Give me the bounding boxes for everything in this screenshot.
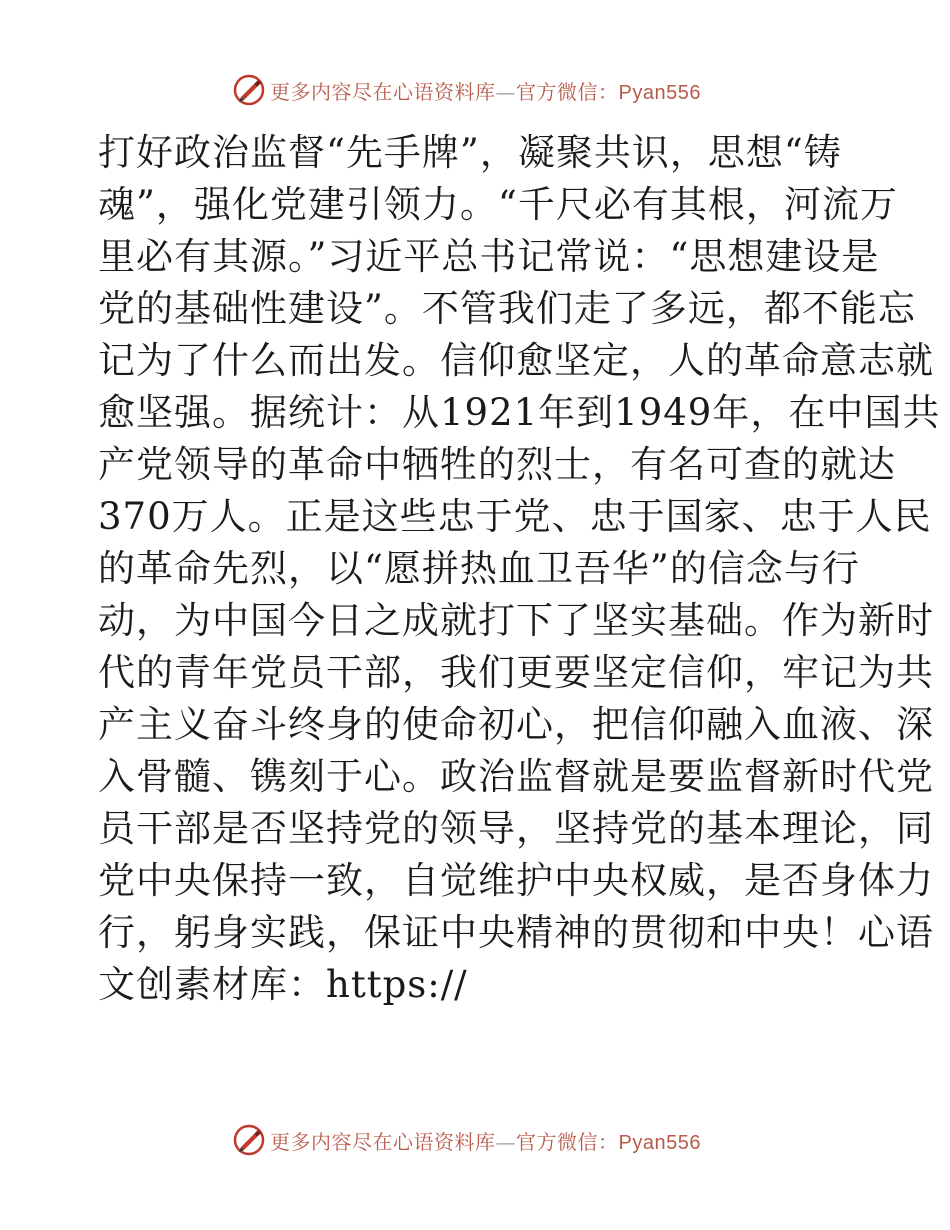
body-line: 入骨髓、镌刻于心。政治监督就是要监督新时代党	[98, 755, 934, 798]
body-line: 党中央保持一致，自觉维护中央权威，是否身体力	[98, 859, 934, 902]
header-dash: —	[495, 79, 516, 104]
footer-wechat-label: 官方微信：	[516, 1129, 619, 1154]
header-wechat-id: Pyan556	[618, 81, 701, 104]
footer-wechat-id: Pyan556	[618, 1131, 701, 1154]
body-line: 370万人。正是这些忠于党、忠于国家、忠于人民	[98, 495, 932, 538]
header-banner	[232, 70, 701, 110]
footer-dash: —	[495, 1129, 516, 1154]
body-line: 党的基础性建设”。不管我们走了多远，都不能忘	[98, 287, 916, 330]
body-line: 打好政治监督“先手牌”，凝聚共识，思想“铸	[98, 131, 842, 174]
body-line: 记为了什么而出发。信仰愈坚定，人的革命意志就	[98, 339, 934, 382]
pen-logo-icon	[232, 1123, 266, 1157]
body-line: 动，为中国今日之成就打下了坚实基础。作为新时	[98, 599, 934, 642]
footer-site-name: 更多内容尽在心语资料库	[270, 1129, 496, 1154]
body-line: 的革命先烈，以“愿拼热血卫吾华”的信念与行	[98, 547, 860, 590]
body-line: 代的青年党员干部，我们更要坚定信仰，牢记为共	[98, 651, 934, 694]
body-line: 文创素材库：https://	[98, 963, 468, 1006]
body-line: 行，躬身实践，保证中央精神的贯彻和中央！心语	[98, 911, 934, 954]
header-banner-text	[270, 76, 701, 105]
body-line: 产主义奋斗终身的使命初心，把信仰融入血液、深	[98, 703, 934, 746]
body-line: 愈坚强。据统计：从1921年到1949年，在中国共	[98, 391, 941, 434]
body-line: 里必有其源。”习近平总书记常说：“思想建设是	[98, 235, 880, 278]
body-line: 魂”，强化党建引领力。“千尺必有其根，河流万	[98, 183, 898, 226]
footer-banner-text	[270, 1126, 701, 1155]
header-site-name: 更多内容尽在心语资料库	[270, 79, 496, 104]
body-line: 产党领导的革命中牺牲的烈士，有名可查的就达	[98, 443, 896, 486]
header-wechat-label: 官方微信：	[516, 79, 619, 104]
document-body	[98, 127, 941, 1011]
body-line: 员干部是否坚持党的领导，坚持党的基本理论，同	[98, 807, 934, 850]
pen-logo-icon	[232, 73, 266, 107]
footer-banner	[232, 1120, 701, 1160]
